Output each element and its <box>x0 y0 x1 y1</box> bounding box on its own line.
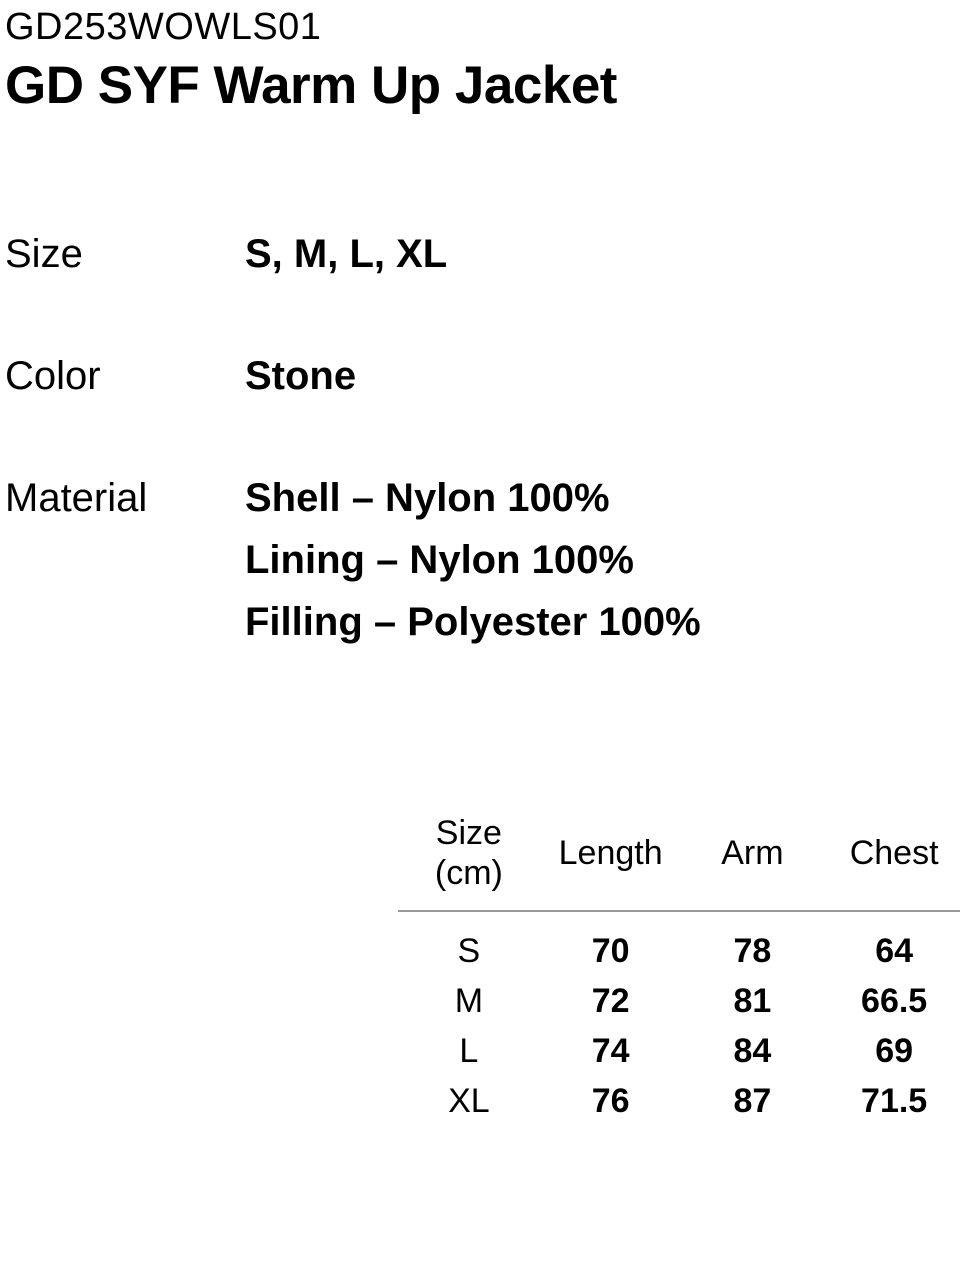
cell-length: 70 <box>591 932 630 970</box>
size-chart-header-row <box>398 813 960 911</box>
spec-value-material-lining: Lining – Nylon 100% <box>245 538 634 582</box>
cell-arm: 87 <box>733 1082 772 1120</box>
cell-chest: 69 <box>875 1032 914 1070</box>
spec-value-size: S, M, L, XL <box>245 232 448 276</box>
spec-value-material-filling: Filling – Polyester 100% <box>245 600 701 644</box>
cell-chest: 64 <box>875 932 914 970</box>
size-chart-row-l <box>398 1026 960 1076</box>
spec-row-color <box>5 345 960 407</box>
cell-chest: 66.5 <box>861 982 928 1020</box>
cell-length: 74 <box>591 1032 630 1070</box>
spec-label-color: Color <box>5 354 101 398</box>
spec-list <box>5 223 960 653</box>
spec-label-material: Material <box>5 476 148 520</box>
column-header-chest: Chest <box>823 813 960 911</box>
size-chart-row-xl <box>398 1076 960 1126</box>
spec-row-size <box>5 223 960 285</box>
cell-size: M <box>454 982 484 1020</box>
column-header-length: Length <box>540 813 682 911</box>
cell-length: 76 <box>591 1082 630 1120</box>
spec-label-size: Size <box>5 232 83 276</box>
size-chart-row-m <box>398 976 960 1026</box>
cell-size: S <box>457 932 481 970</box>
cell-size: L <box>459 1032 479 1070</box>
cell-length: 72 <box>591 982 630 1020</box>
cell-chest: 71.5 <box>861 1082 928 1120</box>
product-title: GD SYF Warm Up Jacket <box>5 56 617 115</box>
spec-value-color: Stone <box>245 354 357 398</box>
spec-value-material-shell: Shell – Nylon 100% <box>245 476 610 520</box>
spec-row-material <box>5 467 960 653</box>
spec-values-color <box>245 345 356 407</box>
cell-size: XL <box>448 1082 490 1120</box>
size-chart-row-s <box>398 911 960 976</box>
cell-arm: 84 <box>733 1032 772 1070</box>
column-header-arm: Arm <box>682 813 824 911</box>
column-header-size: Size (cm) <box>398 813 540 911</box>
cell-arm: 78 <box>733 932 772 970</box>
spec-values-material <box>245 467 701 653</box>
spec-values-size <box>245 223 447 285</box>
product-code: GD253WOWLS01 <box>5 6 322 48</box>
cell-arm: 81 <box>733 982 772 1020</box>
size-chart-table <box>398 813 960 1126</box>
